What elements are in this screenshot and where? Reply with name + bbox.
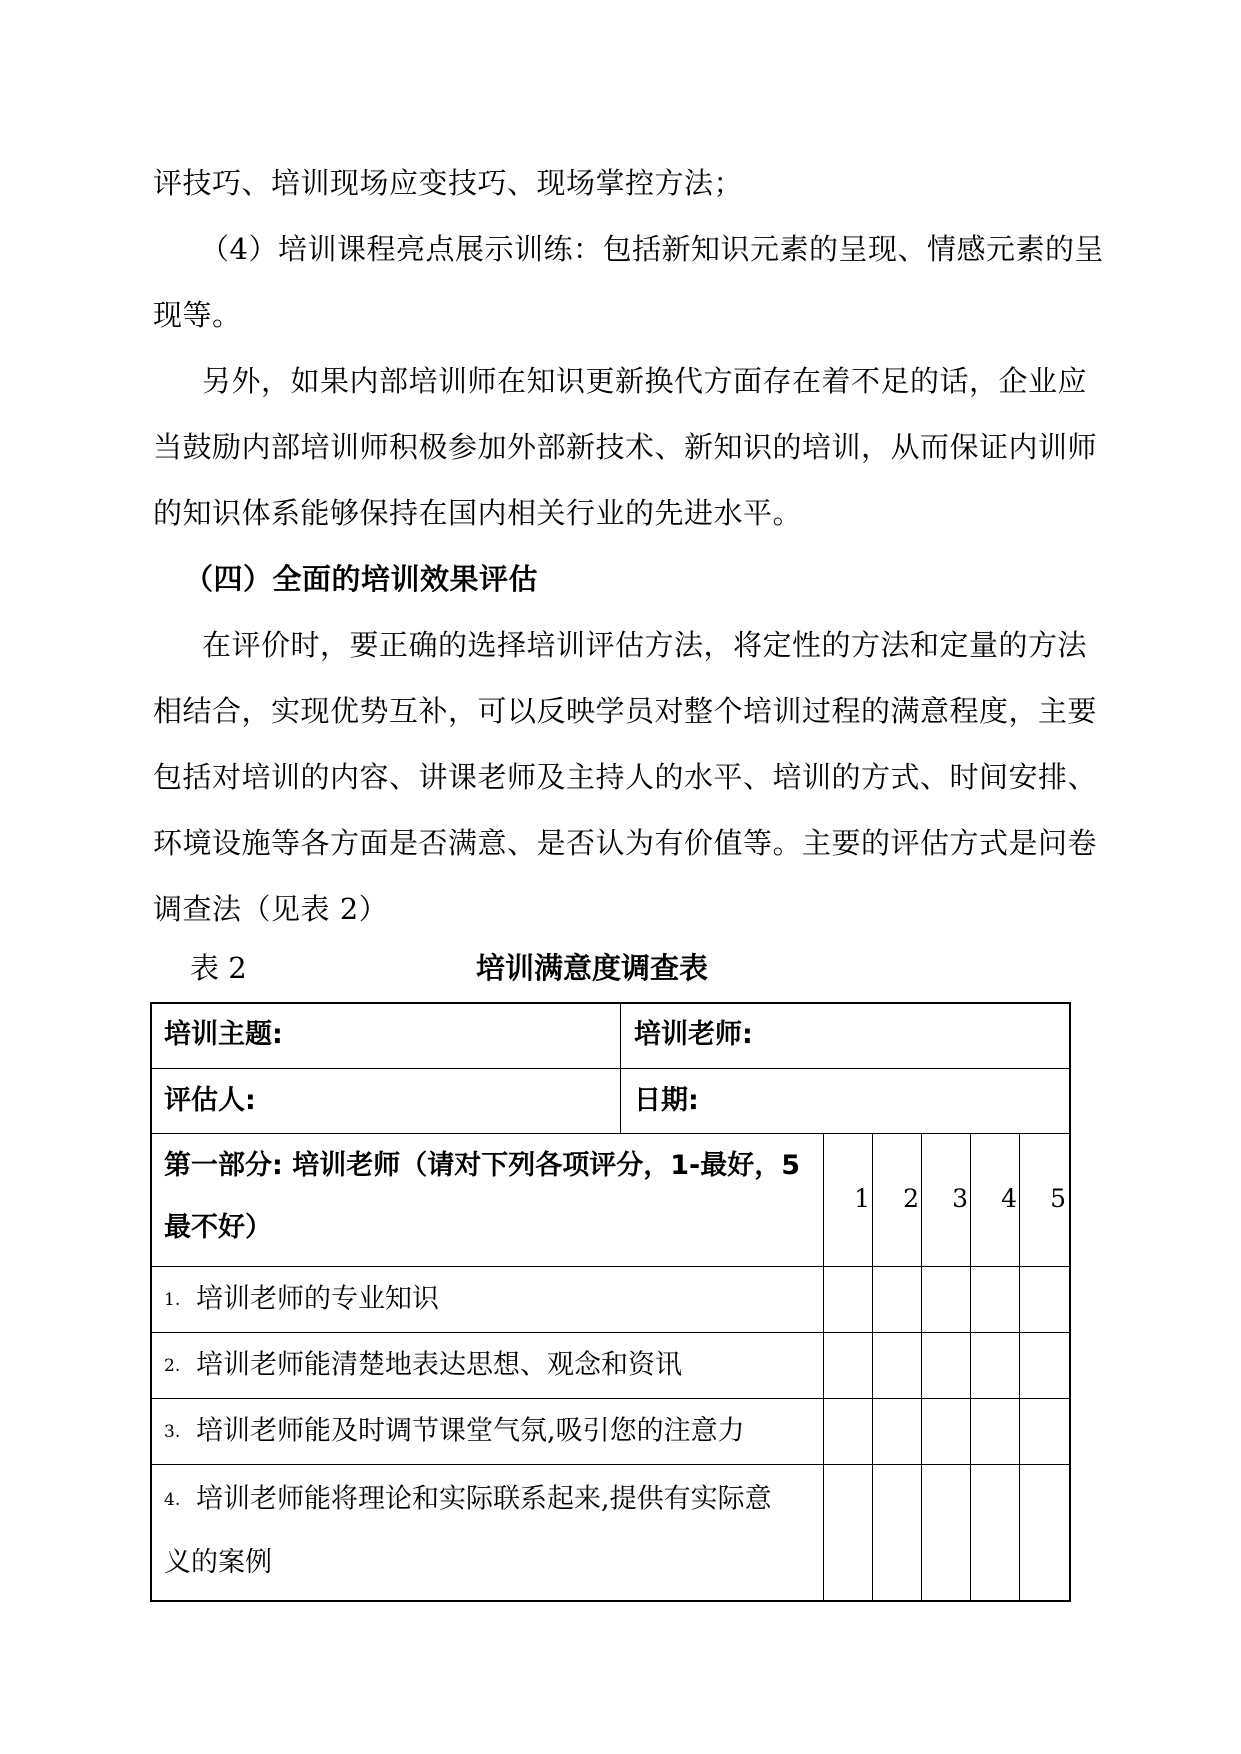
section-heading: （四）全面的培训效果评估 — [184, 562, 539, 596]
body-line: 评技巧、培训现场应变技巧、现场掌控方法； — [153, 166, 744, 200]
score-cell — [872, 1332, 922, 1399]
evaluator-label: 评估人: — [164, 1085, 256, 1116]
table-title: 培训满意度调查表 — [476, 951, 709, 985]
table-row — [150, 1266, 824, 1333]
body-line: 当鼓励内部培训师积极参加外部新技术、新知识的培训，从而保证内训师 — [153, 430, 1098, 464]
score-cell — [970, 1266, 1020, 1333]
teacher-cell — [620, 1002, 1071, 1069]
score-4: 4 — [1001, 1184, 1017, 1213]
score-cell — [970, 1398, 1020, 1465]
date-cell — [620, 1068, 1071, 1134]
item-text-continued: 义的案例 — [164, 1547, 272, 1578]
score-header-cell — [1019, 1133, 1071, 1267]
score-cell — [921, 1332, 971, 1399]
date-label: 日期: — [634, 1085, 699, 1116]
score-cell — [1019, 1332, 1071, 1399]
score-cell — [970, 1332, 1020, 1399]
table-row — [150, 1398, 824, 1465]
section-header-cell — [150, 1133, 824, 1267]
body-line: （4）培训课程亮点展示训练：包括新知识元素的呈现、情感元素的呈 — [200, 232, 1104, 266]
score-cell — [823, 1332, 873, 1399]
score-header-cell — [823, 1133, 873, 1267]
score-cell — [921, 1464, 971, 1602]
score-cell — [823, 1398, 873, 1465]
section-header-line: 第一部分: 培训老师（请对下列各项评分，1-最好，5 — [164, 1150, 800, 1181]
item-label: 培训老师能及时调节课堂气氛,吸引您的注意力 — [196, 1415, 745, 1447]
score-3: 3 — [952, 1184, 968, 1213]
topic-cell — [150, 1002, 621, 1069]
body-line: 在评价时，要正确的选择培训评估方法，将定性的方法和定量的方法 — [202, 628, 1088, 662]
body-line: 调查法（见表 2） — [153, 892, 389, 926]
item-text — [164, 1281, 439, 1318]
item-label: 培训老师能清楚地表达思想、观念和资讯 — [196, 1349, 682, 1381]
item-number: 1. — [164, 1289, 181, 1310]
score-cell — [872, 1398, 922, 1465]
section-header-line: 最不好） — [164, 1212, 272, 1243]
body-line: 另外，如果内部培训师在知识更新换代方面存在着不足的话，企业应 — [202, 364, 1088, 398]
item-label: 培训老师能将理论和实际联系起来,提供有实际意 — [196, 1483, 772, 1515]
item-text — [164, 1347, 682, 1384]
teacher-label: 培训老师: — [634, 1019, 753, 1050]
body-line: 包括对培训的内容、讲课老师及主持人的水平、培训的方式、时间安排、 — [153, 760, 1098, 794]
body-line: 环境设施等各方面是否满意、是否认为有价值等。主要的评估方式是问卷 — [153, 826, 1098, 860]
evaluator-cell — [150, 1068, 621, 1134]
score-1: 1 — [854, 1184, 870, 1213]
table-row — [150, 1464, 824, 1602]
item-label: 培训老师的专业知识 — [196, 1283, 439, 1315]
score-2: 2 — [903, 1184, 919, 1213]
score-cell — [823, 1266, 873, 1333]
score-cell — [1019, 1398, 1071, 1465]
score-header-cell — [872, 1133, 922, 1267]
body-line: 相结合，实现优势互补，可以反映学员对整个培训过程的满意程度，主要 — [153, 694, 1098, 728]
score-cell — [921, 1266, 971, 1333]
score-cell — [1019, 1464, 1071, 1602]
score-cell — [1019, 1266, 1071, 1333]
score-cell — [921, 1398, 971, 1465]
item-text — [164, 1481, 772, 1518]
item-number: 3. — [164, 1421, 181, 1442]
survey-table — [150, 1002, 1071, 1602]
score-header-cell — [921, 1133, 971, 1267]
score-cell — [872, 1266, 922, 1333]
body-line: 的知识体系能够保持在国内相关行业的先进水平。 — [153, 496, 803, 530]
body-line: 现等。 — [153, 298, 242, 332]
score-cell — [823, 1464, 873, 1602]
score-cell — [872, 1464, 922, 1602]
topic-label: 培训主题: — [164, 1019, 283, 1050]
item-text — [164, 1413, 745, 1450]
item-number: 4. — [164, 1489, 181, 1510]
score-header-cell — [970, 1133, 1020, 1267]
score-cell — [970, 1464, 1020, 1602]
score-5: 5 — [1050, 1184, 1066, 1213]
item-number: 2. — [164, 1355, 181, 1376]
table-label: 表 2 — [190, 951, 247, 985]
table-row — [150, 1332, 824, 1399]
